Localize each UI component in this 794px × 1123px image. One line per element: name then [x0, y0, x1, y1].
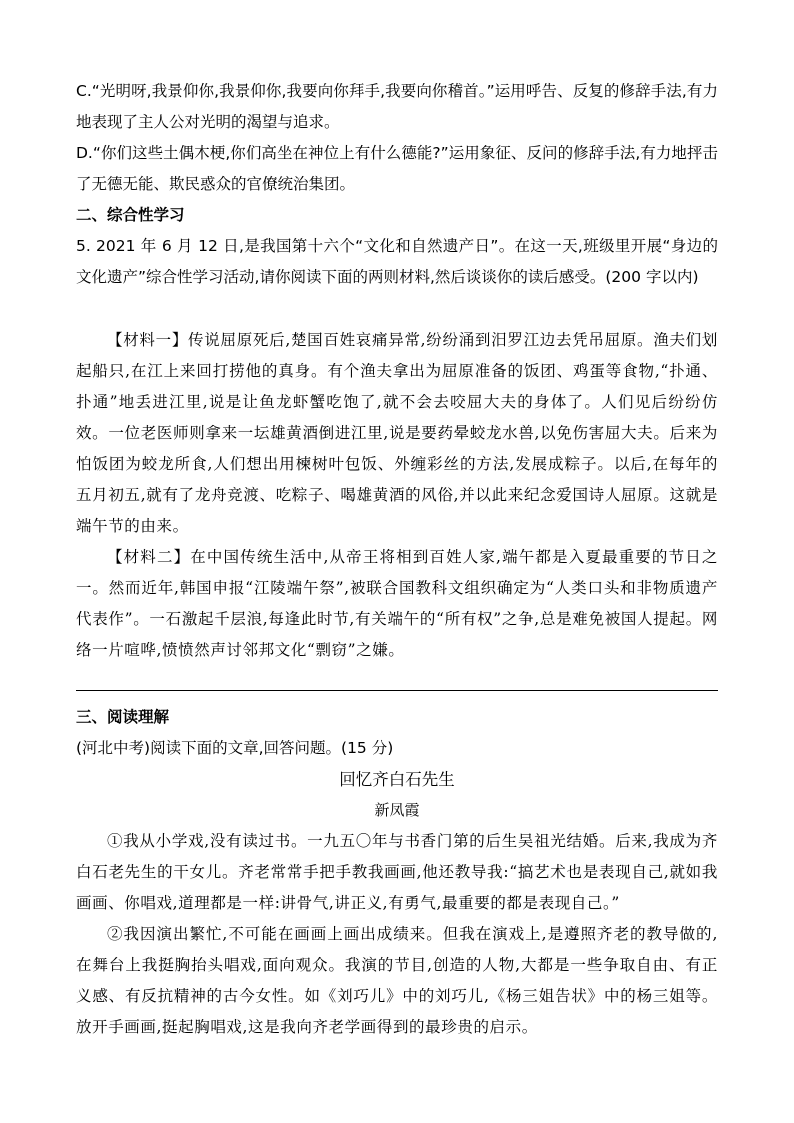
article-author: 新凤霞 — [374, 801, 420, 819]
section-3-heading: 三、阅读理解 — [76, 708, 170, 726]
section-1-options — [76, 76, 718, 200]
option-c: C.“光明呀,我景仰你,我景仰你,我要向你拜手,我要向你稽首。”运用呼告、反复的修辞手法,有力地表现了主人公对光明的渴望与追求。 — [76, 82, 718, 131]
divider-line — [76, 690, 718, 691]
question-5: 5. 2021 年 6 月 12 日,是我国第十六个“文化和自然遗产日”。在这一天,班级里开展“身边的文化遗产”综合性学习活动,请你阅读下面的两则材料,然后谈谈你的读后感受。(200 字以内) — [76, 237, 718, 286]
material-2: 【材料二】在中国传统生活中,从帝王将相到百姓人家,端午都是入夏最重要的节日之一。然而近年,韩国申报“江陵端午祭”,被联合国教科文组织确定为“人类口头和非物质遗产代表作”。一石激起千层浪,每逢此时节,有关端午的“所有权”之争,总是难免被国人提起。网络一片喧哗,愤愤然声讨邻邦文化“剽窃”之嫌。 — [76, 548, 718, 659]
section-3 — [76, 702, 718, 1043]
material-1: 【材料一】传说屈原死后,楚国百姓哀痛异常,纷纷涌到汨罗江边去凭吊屈原。渔夫们划起船只,在江上来回打捞他的真身。有个渔夫拿出为屈原准备的饭团、鸡蛋等食物,“扑通、扑通”地丢进江里,说是让鱼龙虾蟹吃饱了,就不会去咬屈大夫的身体了。人们见后纷纷仿效。一位老医师则拿来一坛雄黄酒倒进江里,说是要药晕蛟龙水兽,以免伤害屈大夫。后来为怕饭团为蛟龙所食,人们想出用楝树叶包饭、外缠彩丝的方法,发展成粽子。以后,在每年的五月初五,就有了龙舟竞渡、吃粽子、喝雄黄酒的风俗,并以此来纪念爱国诗人屈原。这就是端午节的由来。 — [76, 331, 718, 535]
article-title: 回忆齐白石先生 — [339, 770, 455, 789]
section-2 — [76, 200, 718, 293]
option-d: D.“你们这些土偶木梗,你们高坐在神位上有什么德能?”运用象征、反问的修辞手法,有力地抨击了无德无能、欺民惑众的官僚统治集团。 — [76, 144, 718, 193]
article-paragraph-1: ①我从小学戏,没有读过书。一九五〇年与书香门第的后生吴祖光结婚。后来,我成为齐白石老先生的干女儿。齐老常常手把手教我画画,他还教导我:“搞艺术也是表现自己,就如我画画、你唱戏,道理都是一样:讲骨气,讲正义,有勇气,最重要的都是表现自己。” — [76, 832, 718, 912]
article-paragraph-2: ②我因演出繁忙,不可能在画画上画出成绩来。但我在演戏上,是遵照齐老的教导做的,在舞台上我挺胸抬头唱戏,面向观众。我演的节目,创造的人物,大都是一些争取自由、有正义感、有反抗精神的古今女性。如《刘巧儿》中的刘巧儿,《杨三姐告状》中的杨三姐等。放开手画画,挺起胸唱戏,这是我向齐老学画得到的最珍贵的启示。 — [76, 925, 718, 1036]
reading-instruction: (河北中考)阅读下面的文章,回答问题。(15 分) — [76, 739, 394, 757]
materials — [76, 325, 718, 666]
section-2-heading: 二、综合性学习 — [76, 206, 185, 224]
